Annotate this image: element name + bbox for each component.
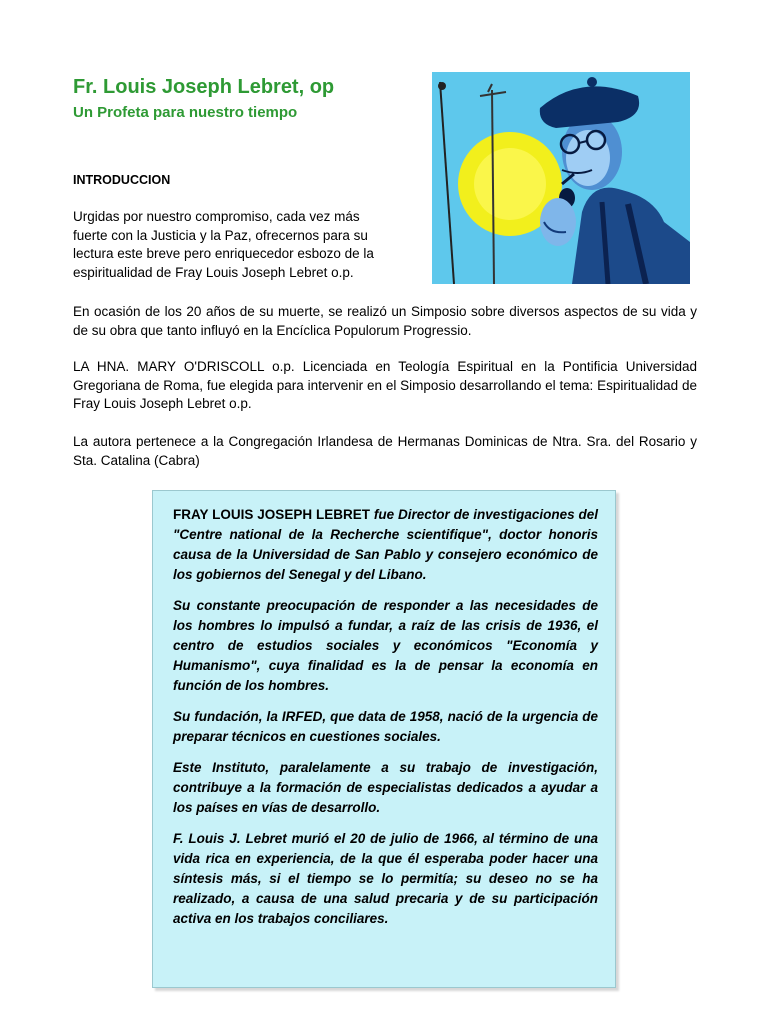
biography-text (173, 505, 598, 940)
bio-lead-name: FRAY LOUIS JOSEPH LEBRET (173, 507, 370, 522)
portrait-photo (432, 72, 690, 284)
section-heading: INTRODUCCION (73, 173, 171, 187)
page-title: Fr. Louis Joseph Lebret, op (73, 76, 335, 98)
intro-paragraph-4: La autora pertenece a la Congregación Irlandesa de Hermanas Dominicas de Ntra. Sra. del Rosario y Sta. Catalina (Cabra) (73, 434, 697, 468)
intro-paragraph-2: En ocasión de los 20 años de su muerte, se realizó un Simposio sobre diversos aspectos de su vida y de su obra que tanto influyó en la Encíclica Populorum Progressio. (73, 304, 697, 338)
bio-paragraph-4: Este Instituto, paralelamente a su trabajo de investigación, contribuye a la formación de especialistas dedicados a ayudar a los países en vías de desarrollo. (173, 760, 598, 815)
page-subtitle: Un Profeta para nuestro tiempo (73, 104, 298, 121)
biography-box (152, 490, 616, 988)
bio-paragraph-3: Su fundación, la IRFED, que data de 1958, nació de la urgencia de preparar técnicos en cuestiones sociales. (173, 709, 598, 744)
bio-paragraph-1 (173, 505, 598, 585)
bio-paragraph-5: F. Louis J. Lebret murió el 20 de julio de 1966, al término de una vida rica en experiencia, de la que él esperaba poder hacer una síntesis más, si el tiempo se lo permitía; su deseo no se ha realizado, a causa de una salud precaria y de su participación activa en los trabajos conciliares. (173, 831, 598, 926)
intro-paragraph-3: LA HNA. MARY O'DRISCOLL o.p. Licenciada en Teología Espiritual en la Pontificia Universidad Gregoriana de Roma, fue elegida para intervenir en el Simposio desarrollando el tema: Espiritualidad de Fray Louis Joseph Lebret o.p. (73, 359, 697, 411)
intro-paragraph-1: Urgidas por nuestro compromiso, cada vez más fuerte con la Justicia y la Paz, ofrecernos para su lectura este breve pero enriquecedor esbozo de la espiritualidad de Fray Louis Joseph Lebret o.p. (73, 209, 374, 280)
bio-paragraph-2: Su constante preocupación de responder a las necesidades de los hombres lo impulsó a fundar, a raíz de las crisis de 1936, el centro de estudios sociales y económicos "Economía y Humanismo", cuya finalidad es la de pensar la economía en función de los hombres. (173, 598, 598, 693)
bio-paragraph-1-text: fue Director de investigaciones del "Centre national de la Recherche scientifique", doctor honoris causa de la Universidad de San Pablo y consejero económico de los gobiernos del Senegal y del Libano. (173, 507, 598, 582)
